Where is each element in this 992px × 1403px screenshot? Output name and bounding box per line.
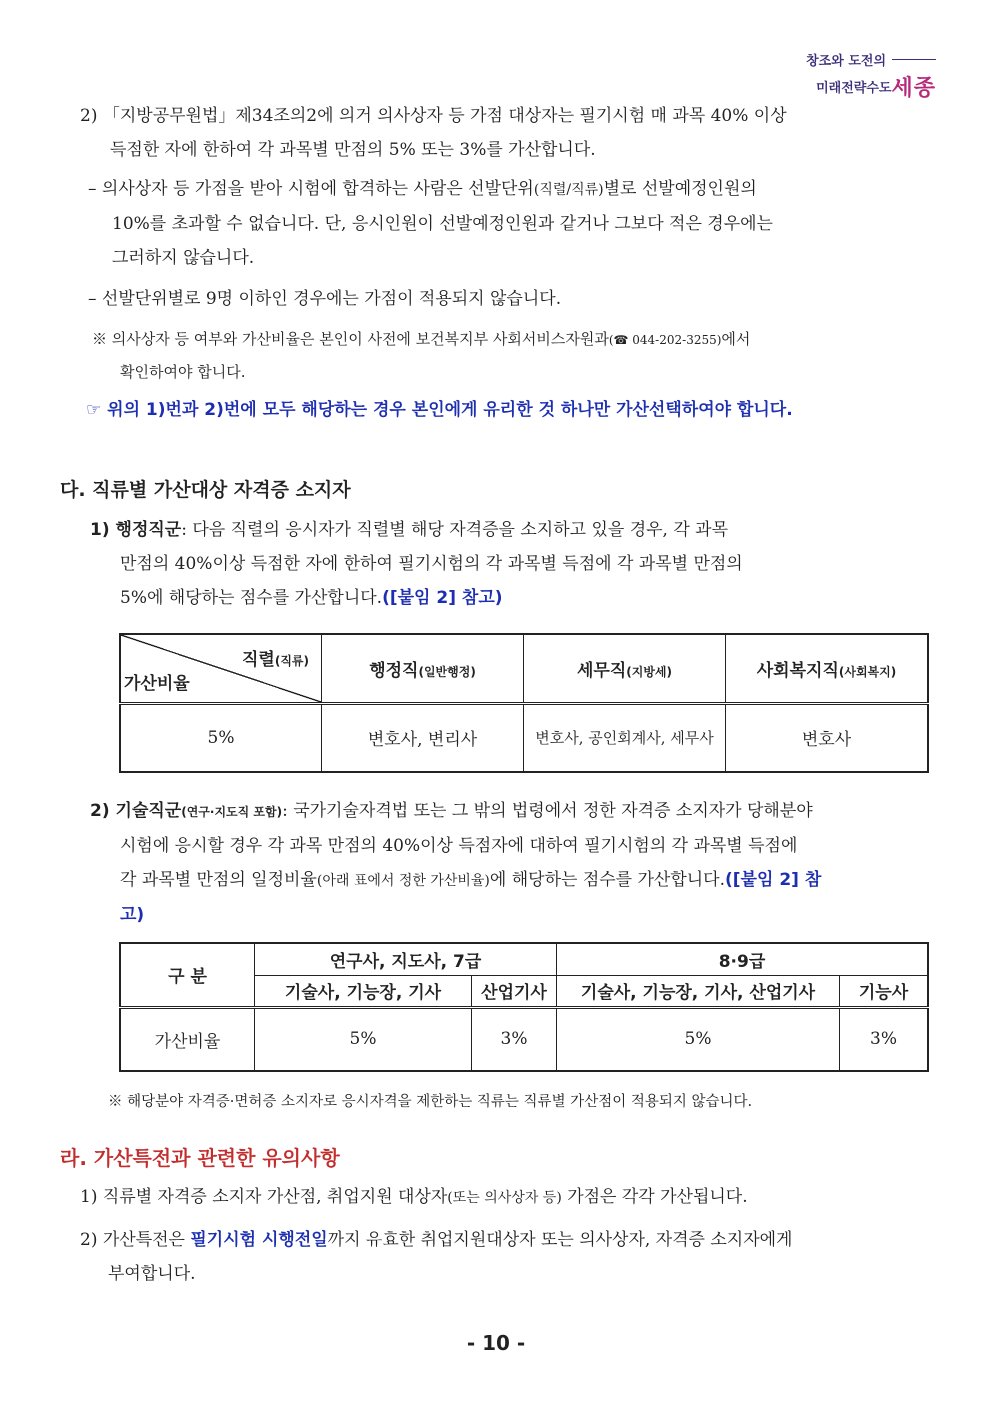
tech-bonus-table [119,942,929,1072]
logo-text-sejong: 세종 [891,76,936,101]
cell-admin-cert: 변호사, 변리사 [322,704,524,772]
header-tax: 세무직(지방세) [524,634,726,704]
sub-header-1: 기술사, 기능장, 기사 [255,975,472,1007]
sub-header-3: 기술사, 기능장, 기사, 산업기사 [557,975,840,1007]
cell-tax-cert: 변호사, 공인회계사, 세무사 [524,704,726,772]
row-label: 가산비율 [120,1007,255,1071]
note-confirm: ※ 의사상자 등 여부와 가산비율은 본인이 사전에 보건복지부 사회서비스자원과(☎ 044-202-3255)에서 확인하여야 합니다. [92,330,751,381]
group-7grade: 연구사, 지도사, 7급 [255,943,557,975]
group-89grade: 8·9급 [557,943,929,975]
ra-item-1: 1) 직류별 자격증 소지자 가산점, 취업지원 대상자(또는 의사상자 등) 가점은 각각 가산됩니다. [80,1187,748,1207]
paragraph-2: 2) 「지방공무원법」제34조의2에 의거 의사상자 등 가점 대상자는 필기시험 매 과목 40% 이상 득점한 자에 한하여 각 과목별 만점의 5% 또는 3%를 가산합니다. [80,106,787,160]
item-tech: 2) 기술직군(연구·지도직 포함): 국가기술자격법 또는 그 밖의 법령에서 정한 자격증 소지자가 당해분야 시험에 응시할 경우 각 과목 만점의 40%이상 득점자에 대하여 필기시험의 각 과목별 득점에 각 과목별 만점의 일정비율(아래 표에서 정한 가산비율)에 해당하는 점수를 가산합니다.([붙임 2] 참 고) [90,801,822,925]
section-heading-da: 다. 직류별 가산대상 자격증 소지자 [60,479,351,501]
paragraph-9-persons: – 선발단위별로 9명 이하인 경우에는 가점이 적용되지 않습니다. [88,289,562,309]
cell-rate-4: 3% [840,1007,929,1071]
note-restricted: ※ 해당분야 자격증·면허증 소지자로 응시자격을 제한하는 직류는 직류별 가산점이 적용되지 않습니다. [108,1094,753,1110]
corner-cell-2: 구 분 [120,943,255,1007]
cell-rate: 5% [120,704,322,772]
logo-text-top: 창조와 도전의 [806,54,886,69]
item-admin-label: 1) 행정직군 [90,520,182,540]
page-number: - 10 - [466,1331,526,1355]
header-welfare: 사회복지직(사회복지) [725,634,928,704]
city-logo [736,50,936,102]
logo-line [892,59,936,60]
exam-date-highlight: 필기시험 시행전일 [190,1230,328,1250]
header-admin: 행정직(일반행정) [322,634,524,704]
ra-item-2: 2) 가산특전은 필기시험 시행전일까지 유효한 취업지원대상자 또는 의사상자, 자격증 소지자에게 부여합니다. [80,1230,793,1284]
corner-cell: 직렬(직류) 가산비율 [120,634,322,704]
item-admin: 1) 행정직군: 다음 직렬의 응시자가 직렬별 해당 자격증을 소지하고 있을 경우, 각 과목 만점의 40%이상 득점한 자에 한하여 필기시험의 각 과목별 득점에 각 과목별 만점의 5%에 해당하는 점수를 가산합니다.([붙임 2] 참고) [90,520,743,608]
cell-welfare-cert: 변호사 [725,704,928,772]
note-choose-one: ☞ 위의 1)번과 2)번에 모두 해당하는 경우 본인에게 유리한 것 하나만 가산선택하여야 합니다. [86,400,793,420]
section-heading-ra: 라. 가산특전과 관련한 유의사항 [60,1146,340,1170]
cell-rate-2: 3% [472,1007,557,1071]
cell-rate-1: 5% [255,1007,472,1071]
admin-bonus-table [119,633,929,773]
paragraph-quota: – 의사상자 등 가점을 받아 시험에 합격하는 사람은 선발단위(직렬/직류)별로 선발예정인원의 10%를 초과할 수 없습니다. 단, 응시인원이 선발예정인원과 같거나 그보다 적은 경우에는 그러하지 않습니다. [88,179,773,268]
logo-text-mid: 미래전략수도 [816,81,892,96]
sub-header-2: 산업기사 [472,975,557,1007]
cell-rate-3: 5% [557,1007,840,1071]
ref-attach-2: ([붙임 2] 참고) [382,588,503,608]
sub-header-4: 기능사 [840,975,929,1007]
item-tech-label: 2) 기술직군 [90,801,182,821]
